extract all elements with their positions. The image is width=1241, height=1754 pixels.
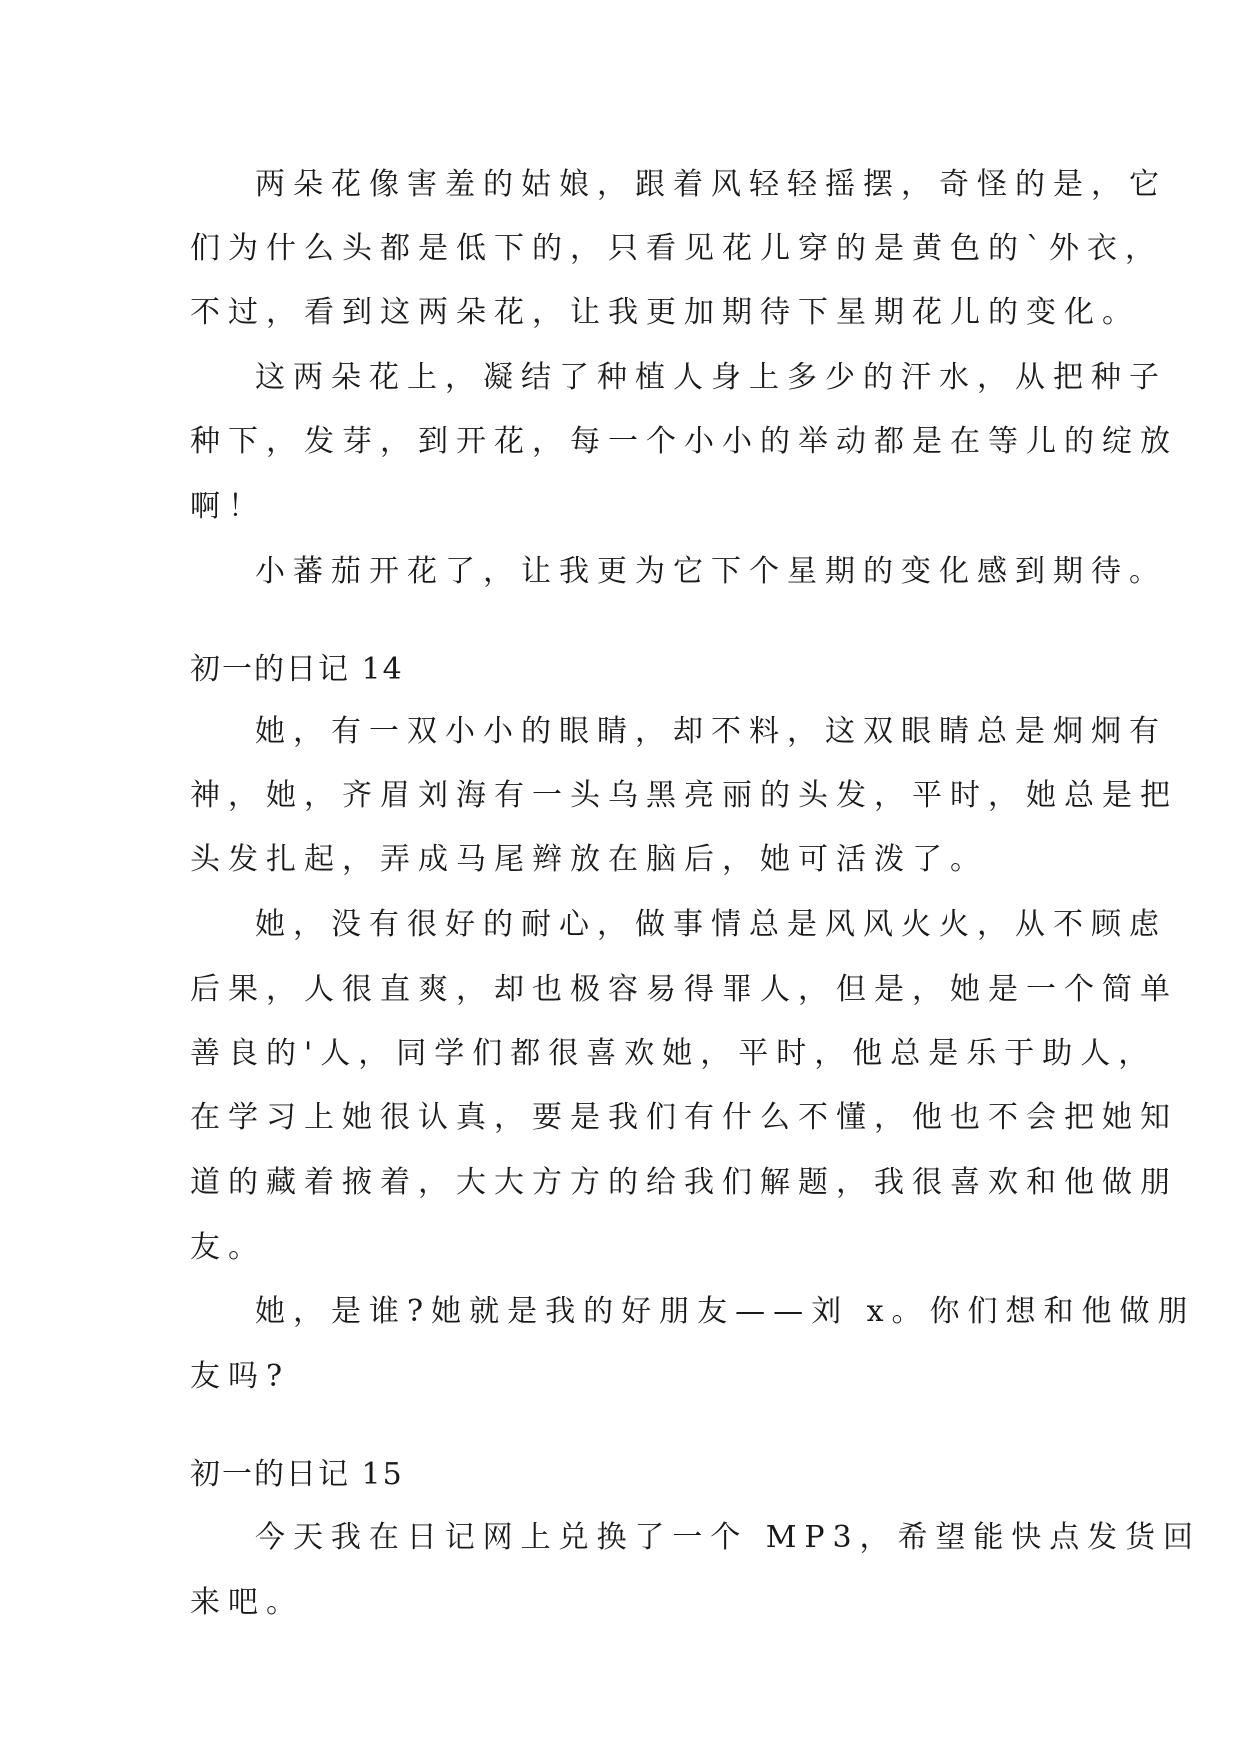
paragraph-line: 来吧。 — [190, 1585, 304, 1620]
paragraph-line: 她，是谁?她就是我的好朋友——刘 x。你们想和他做朋 — [255, 1294, 1196, 1329]
paragraph-line: 头发扎起，弄成马尾辫放在脑后，她可活泼了。 — [190, 842, 988, 877]
paragraph-line: 善良的'人，同学们都很喜欢她，平时，他总是乐于助人， — [190, 1036, 1157, 1071]
paragraph-line: 神，她，齐眉刘海有一头乌黑亮丽的头发，平时，她总是把 — [190, 778, 1178, 813]
paragraph-line: 这两朵花上，凝结了种植人身上多少的汗水，从把种子 — [255, 360, 1167, 395]
paragraph-line: 啊！ — [190, 489, 266, 524]
section-heading: 初一的日记 15 — [190, 1457, 404, 1492]
paragraph-line: 在学习上她很认真，要是我们有什么不懂，他也不会把她知 — [190, 1100, 1178, 1135]
paragraph-line: 不过，看到这两朵花，让我更加期待下星期花儿的变化。 — [190, 295, 1140, 330]
paragraph-line: 今天我在日记网上兑换了一个 MP3，希望能快点发货回 — [255, 1520, 1201, 1555]
paragraph-line: 友吗? — [190, 1359, 291, 1394]
paragraph-line: 她，有一双小小的眼睛，却不料，这双眼睛总是炯炯有 — [255, 714, 1167, 749]
paragraph-line: 小蕃茄开花了，让我更为它下个星期的变化感到期待。 — [255, 554, 1167, 589]
paragraph-line: 友。 — [190, 1230, 266, 1265]
paragraph-line: 种下，发芽，到开花，每一个小小的举动都是在等儿的绽放 — [190, 424, 1178, 459]
paragraph-line: 道的藏着掖着，大大方方的给我们解题，我很喜欢和他做朋 — [190, 1165, 1178, 1200]
section-heading: 初一的日记 14 — [190, 652, 404, 687]
paragraph-line: 们为什么头都是低下的，只看见花儿穿的是黄色的`外衣， — [190, 231, 1163, 266]
paragraph-line: 她，没有很好的耐心，做事情总是风风火火，从不顾虑 — [255, 907, 1167, 942]
paragraph-line: 后果，人很直爽，却也极容易得罪人，但是，她是一个简单 — [190, 972, 1178, 1007]
paragraph-line: 两朵花像害羞的姑娘，跟着风轻轻摇摆，奇怪的是，它 — [255, 167, 1167, 202]
